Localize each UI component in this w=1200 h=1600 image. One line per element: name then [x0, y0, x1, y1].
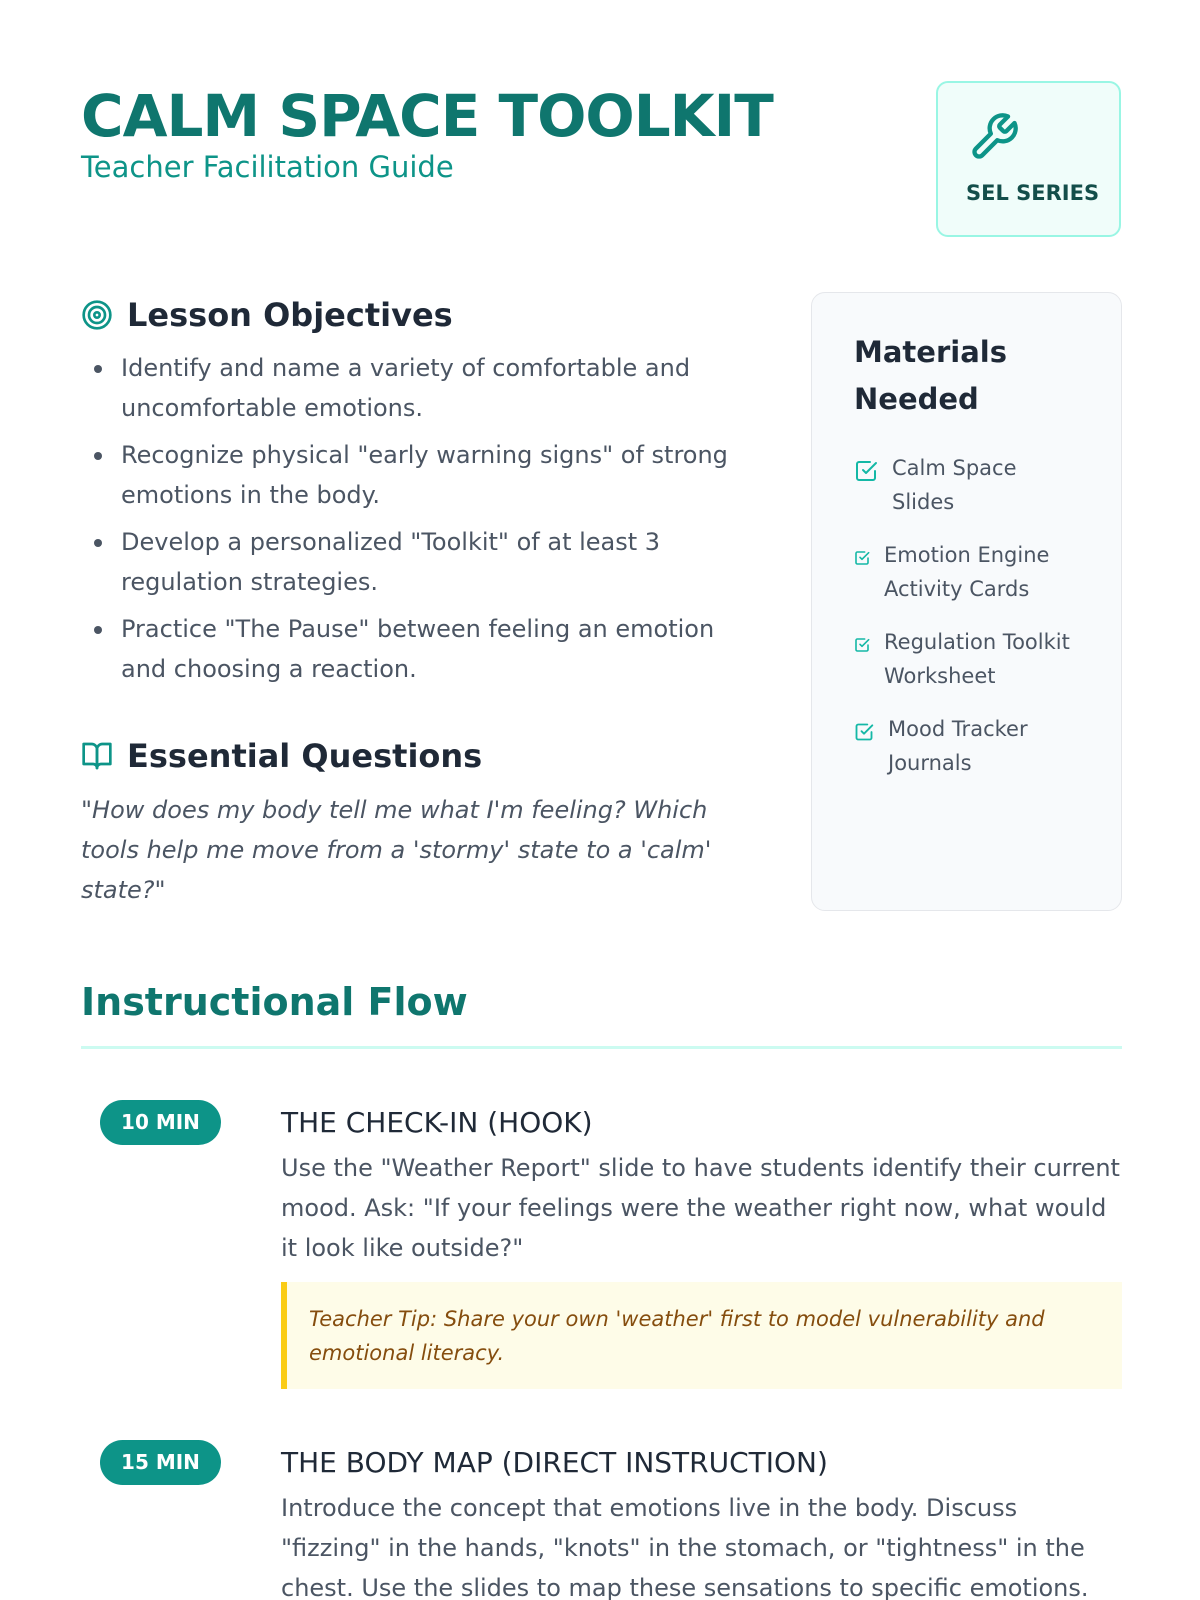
- check-square-icon: [854, 637, 870, 653]
- materials-item: [854, 712, 1058, 780]
- step-body: Introduce the concept that emotions live in the body. Discuss "fizzing" in the hands, "knots" in the stomach, or "tightness" in the chest. Use the slides to map these sensations to specific emotions.: [281, 1494, 1089, 1600]
- objectives-list: [92, 348, 732, 696]
- check-square-icon: [854, 722, 874, 742]
- page-title: CALM SPACE TOOLKIT: [81, 82, 773, 150]
- essential-questions-heading: [81, 737, 482, 775]
- teacher-tip-text: Teacher Tip: Share your own 'weather' first to model vulnerability and emotional literacy.: [309, 1307, 1045, 1365]
- materials-item-label: Calm Space Slides: [892, 456, 1017, 514]
- step-title: THE CHECK-IN (HOOK): [281, 1106, 593, 1139]
- series-badge: [936, 81, 1121, 237]
- materials-item-label: Mood Tracker Journals: [888, 717, 1028, 775]
- essential-questions-text: "How does my body tell me what I'm feeling? Which tools help me move from a 'stormy' state to a 'calm' state?": [81, 796, 712, 904]
- materials-heading: Materials Needed: [854, 335, 1007, 416]
- teacher-tip: [281, 1282, 1122, 1389]
- step-title: THE BODY MAP (DIRECT INSTRUCTION): [281, 1446, 828, 1479]
- materials-item-label: Regulation Toolkit Worksheet: [884, 630, 1070, 688]
- page-subtitle: Teacher Facilitation Guide: [81, 150, 454, 184]
- materials-card: [811, 292, 1122, 911]
- target-icon: [81, 299, 113, 331]
- essential-questions-heading-text: Essential Questions: [127, 737, 483, 775]
- book-open-icon: [81, 740, 113, 772]
- materials-item: [854, 625, 1104, 693]
- step-body: Use the "Weather Report" slide to have students identify their current mood. Ask: "If your feelings were the weather right now, what would it look like outside?": [281, 1154, 1120, 1262]
- badge-label: SEL SERIES: [966, 181, 1100, 205]
- flow-heading: Instructional Flow: [81, 980, 468, 1024]
- duration-badge: 15 MIN: [100, 1440, 221, 1485]
- list-item: Practice "The Pause" between feeling an emotion and choosing a reaction.: [92, 609, 732, 689]
- duration-badge: 10 MIN: [100, 1100, 221, 1145]
- check-square-icon: [854, 459, 878, 483]
- wrench-icon: [968, 111, 1020, 163]
- materials-item: [854, 538, 1084, 606]
- list-item: Identify and name a variety of comfortable and uncomfortable emotions.: [92, 348, 732, 428]
- list-item: Develop a personalized "Toolkit" of at least 3 regulation strategies.: [92, 522, 732, 602]
- list-item: Recognize physical "early warning signs" of strong emotions in the body.: [92, 435, 732, 515]
- flow-divider: [81, 1046, 1122, 1049]
- materials-item: [854, 451, 1042, 519]
- objectives-heading-text: Lesson Objectives: [127, 296, 453, 334]
- check-square-icon: [854, 550, 870, 566]
- objectives-heading: [81, 296, 453, 334]
- materials-item-label: Emotion Engine Activity Cards: [884, 543, 1050, 601]
